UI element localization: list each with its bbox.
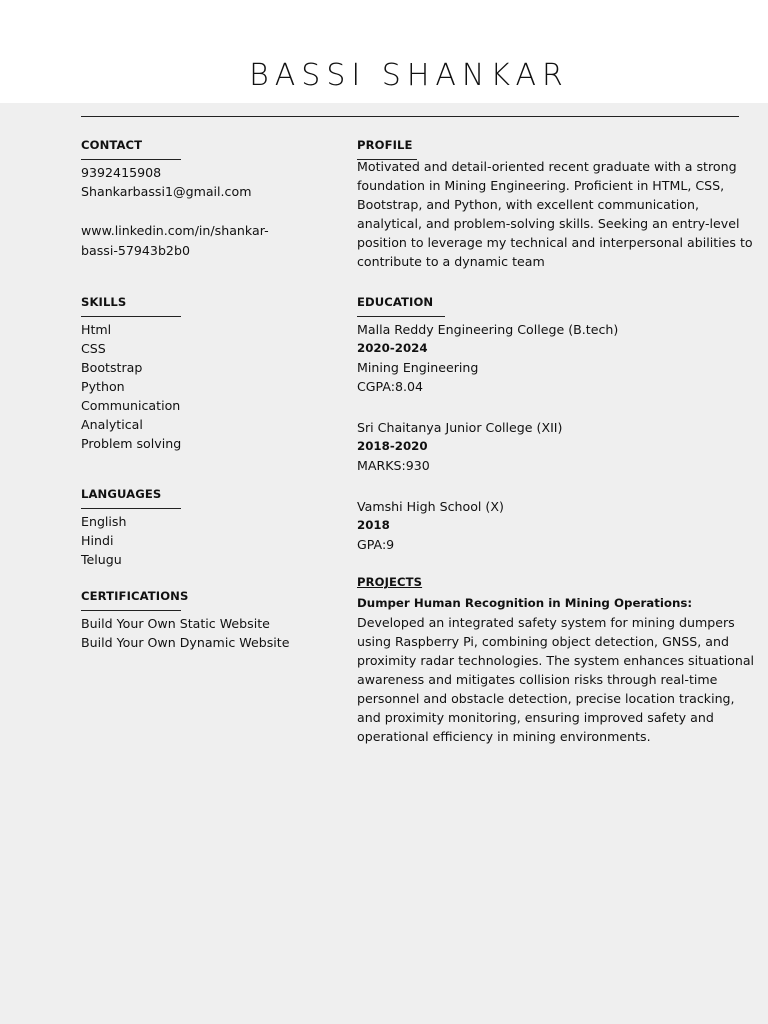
project-description-line: awareness and mitigates collision risks through real-time bbox=[357, 672, 718, 687]
project-description-line: personnel and obstacle detection, precise location tracking, bbox=[357, 691, 735, 706]
language-item: Hindi bbox=[81, 533, 114, 548]
skill-item: CSS bbox=[81, 341, 106, 356]
contact-title: CONTACT bbox=[81, 138, 143, 152]
project-description-line: using Raspberry Pi, combining object detection, GNSS, and bbox=[357, 634, 729, 649]
education-years: 2018 bbox=[357, 518, 390, 532]
header-divider bbox=[81, 116, 739, 117]
project-description-line: operational efficiency in mining environments. bbox=[357, 729, 651, 744]
certifications-title-underline bbox=[81, 610, 181, 611]
skills-section bbox=[81, 295, 301, 453]
certifications-title: CERTIFICATIONS bbox=[81, 589, 189, 603]
candidate-name: BASSI SHANKAR bbox=[249, 58, 569, 93]
education-title: EDUCATION bbox=[357, 295, 434, 309]
education-score: GPA:9 bbox=[357, 537, 395, 552]
projects-section bbox=[357, 575, 755, 746]
language-item: English bbox=[81, 514, 127, 529]
profile-title: PROFILE bbox=[357, 138, 413, 152]
certifications-section bbox=[81, 589, 301, 652]
education-school: Vamshi High School (X) bbox=[357, 499, 504, 514]
education-entry bbox=[357, 418, 742, 475]
education-school: Malla Reddy Engineering College (B.tech) bbox=[357, 322, 619, 337]
certification-item: Build Your Own Static Website bbox=[81, 616, 270, 631]
education-years: 2018-2020 bbox=[357, 439, 428, 453]
education-score: MARKS:930 bbox=[357, 458, 430, 473]
skill-item: Python bbox=[81, 379, 125, 394]
languages-title-underline bbox=[81, 508, 181, 509]
contact-title-underline bbox=[81, 159, 181, 160]
education-entry bbox=[357, 497, 742, 554]
projects-title: PROJECTS bbox=[357, 575, 423, 589]
education-score: CGPA:8.04 bbox=[357, 379, 424, 394]
project-description-line: and proximity monitoring, ensuring improved safety and bbox=[357, 710, 714, 725]
project-description-line: Developed an integrated safety system for mining dumpers bbox=[357, 615, 735, 630]
contact-phone: 9392415908 bbox=[81, 165, 162, 180]
language-item: Telugu bbox=[81, 552, 122, 567]
skill-item: Analytical bbox=[81, 417, 143, 432]
education-section bbox=[357, 295, 742, 554]
education-years: 2020-2024 bbox=[357, 341, 428, 355]
profile-text-line: foundation in Mining Engineering. Proficient in HTML, CSS, bbox=[357, 178, 725, 193]
contact-linkedin-line1[interactable]: www.linkedin.com/in/shankar- bbox=[81, 223, 269, 238]
education-school: Sri Chaitanya Junior College (XII) bbox=[357, 420, 563, 435]
contact-section bbox=[81, 138, 301, 260]
profile-text-line: analytical, and problem-solving skills. Seeking an entry-level bbox=[357, 216, 740, 231]
project-title: Dumper Human Recognition in Mining Operations: bbox=[357, 596, 693, 610]
languages-section bbox=[81, 487, 301, 569]
certification-item: Build Your Own Dynamic Website bbox=[81, 635, 290, 650]
education-field: Mining Engineering bbox=[357, 360, 479, 375]
contact-linkedin-line2[interactable]: bassi-57943b2b0 bbox=[81, 243, 190, 258]
profile-text-line: contribute to a dynamic team bbox=[357, 254, 545, 269]
profile-text-line: Bootstrap, and Python, with excellent communication, bbox=[357, 197, 699, 212]
skill-item: Bootstrap bbox=[81, 360, 143, 375]
skills-title-underline bbox=[81, 316, 181, 317]
skill-item: Html bbox=[81, 322, 112, 337]
education-entry bbox=[357, 320, 742, 396]
profile-text-line: Motivated and detail-oriented recent graduate with a strong bbox=[357, 159, 737, 174]
project-description-line: proximity radar technologies. The system enhances situational bbox=[357, 653, 755, 668]
skill-item: Communication bbox=[81, 398, 181, 413]
skills-title: SKILLS bbox=[81, 295, 127, 309]
languages-title: LANGUAGES bbox=[81, 487, 162, 501]
education-title-underline bbox=[357, 316, 445, 317]
profile-text-line: position to leverage my technical and interpersonal abilities to bbox=[357, 235, 753, 250]
profile-section bbox=[357, 138, 753, 271]
contact-email[interactable]: Shankarbassi1@gmail.com bbox=[81, 184, 252, 199]
skill-item: Problem solving bbox=[81, 436, 182, 451]
